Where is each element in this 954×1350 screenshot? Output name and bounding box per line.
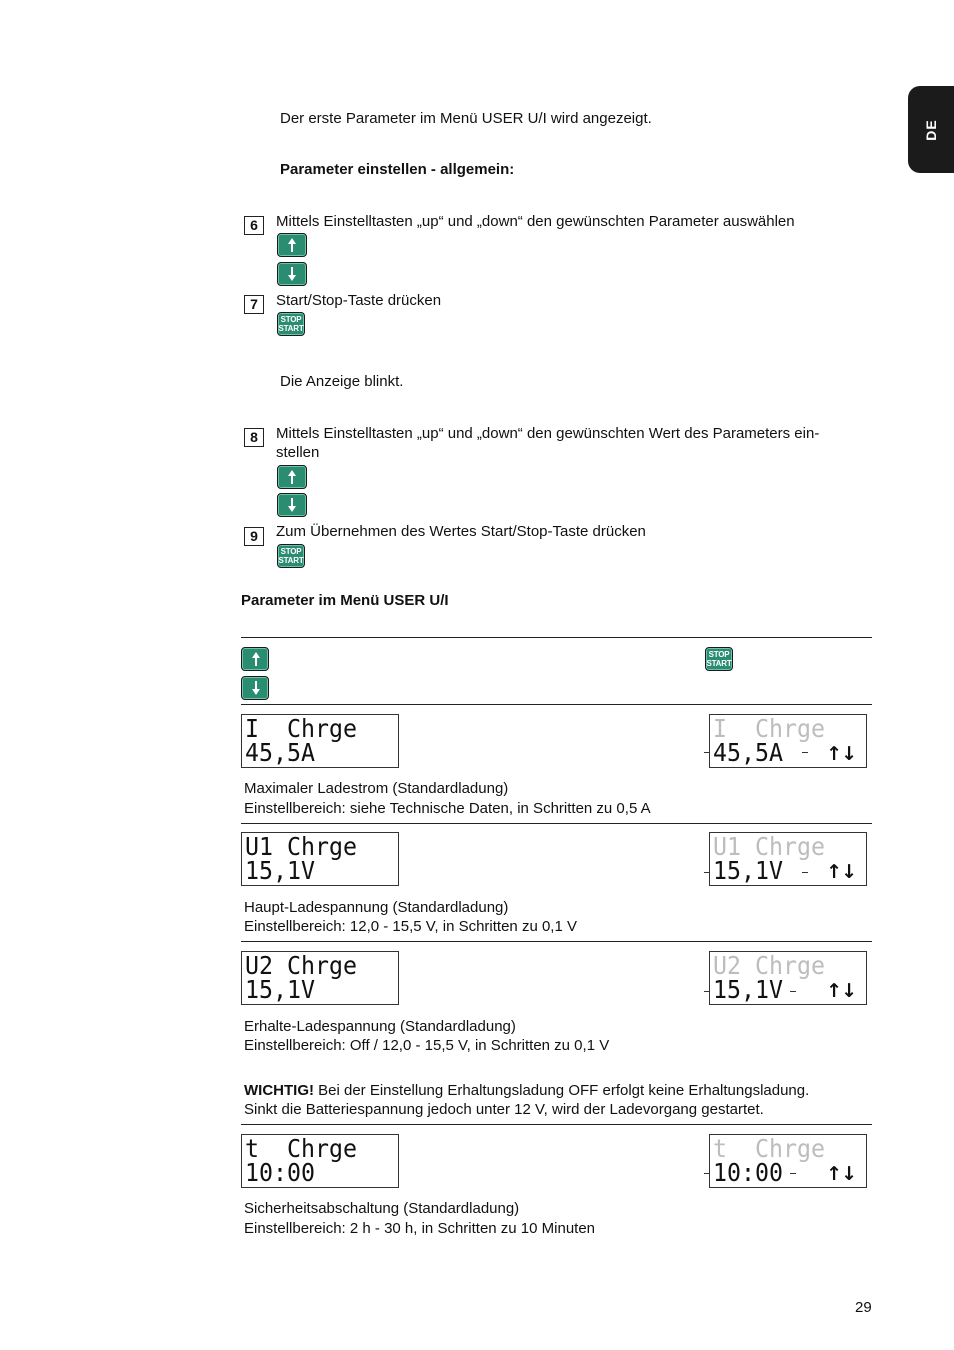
page-number: 29 xyxy=(855,1299,872,1316)
section-heading-general: Parameter einstellen - allgemein: xyxy=(280,161,515,178)
lcd-line-2: 10:00 xyxy=(245,1158,315,1187)
lcd-display-blinking xyxy=(709,951,867,1005)
divider xyxy=(241,941,872,942)
step-number-9: 9 xyxy=(244,527,264,546)
up-down-arrows-icon: ↑↓ xyxy=(826,1163,856,1185)
language-tab xyxy=(908,86,954,173)
up-key-icon xyxy=(277,233,307,257)
step-8-text-line1: Mittels Einstelltasten „up“ und „down“ den gewünschten Wert des Parameters ein- xyxy=(276,425,820,442)
lcd-line-2: 15,1V xyxy=(245,975,315,1004)
step-number-6: 6 xyxy=(244,216,264,235)
lcd-line-1: U1 Chrge xyxy=(245,832,357,861)
up-down-arrows-icon: ↑↓ xyxy=(826,980,856,1002)
param-range: Einstellbereich: 2 h - 30 h, in Schritten zu 10 Minuten xyxy=(244,1220,596,1237)
blink-tick xyxy=(802,872,808,873)
language-tab-label: DE xyxy=(923,118,939,141)
param-range: Einstellbereich: siehe Technische Daten, in Schritten zu 0,5 A xyxy=(244,800,651,817)
lcd-display xyxy=(241,1134,399,1188)
lcd-line-1: t Chrge xyxy=(245,1134,357,1163)
down-key-icon xyxy=(277,262,307,286)
step-number-7: 7 xyxy=(244,295,264,314)
lcd-line-2: 45,5A xyxy=(245,738,315,767)
lcd-line-2: 15,1V xyxy=(713,856,783,885)
lcd-line-1: I Chrge xyxy=(713,714,825,743)
blink-tick xyxy=(704,991,710,992)
blink-tick xyxy=(802,752,808,753)
param-description: Sicherheitsabschaltung (Standardladung) xyxy=(244,1200,520,1217)
divider xyxy=(241,1124,872,1125)
start-label: START xyxy=(278,556,304,565)
step-9-text: Zum Übernehmen des Wertes Start/Stop-Taste drücken xyxy=(276,523,646,540)
step-6-text: Mittels Einstelltasten „up“ und „down“ den gewünschten Parameter auswählen xyxy=(276,213,795,230)
important-note-line1 xyxy=(244,1081,809,1100)
important-label: WICHTIG! xyxy=(244,1082,314,1099)
lcd-line-1: t Chrge xyxy=(713,1134,825,1163)
blink-tick xyxy=(704,872,710,873)
stop-label: STOP xyxy=(708,650,730,659)
step-number-8: 8 xyxy=(244,428,264,447)
blink-tick xyxy=(790,991,796,992)
lcd-display xyxy=(241,832,399,886)
lcd-display-blinking xyxy=(709,832,867,886)
lcd-line-2: 15,1V xyxy=(713,975,783,1004)
lcd-display xyxy=(241,951,399,1005)
section-heading-menu: Parameter im Menü USER U/I xyxy=(241,592,449,609)
lcd-line-2: 15,1V xyxy=(245,856,315,885)
lcd-display xyxy=(241,714,399,768)
start-stop-key-icon xyxy=(705,647,733,671)
lcd-display-blinking xyxy=(709,1134,867,1188)
divider xyxy=(241,823,872,824)
start-label: START xyxy=(706,659,732,668)
param-description: Haupt-Ladespannung (Standardladung) xyxy=(244,899,509,916)
divider xyxy=(241,637,872,638)
stop-label: STOP xyxy=(280,315,302,324)
lcd-line-1: U2 Chrge xyxy=(245,951,357,980)
intro-text: Der erste Parameter im Menü USER U/I wird angezeigt. xyxy=(280,110,652,127)
lcd-line-1: U1 Chrge xyxy=(713,832,825,861)
blink-note: Die Anzeige blinkt. xyxy=(280,373,404,390)
up-down-arrows-icon: ↑↓ xyxy=(826,743,856,765)
down-key-icon xyxy=(241,676,269,700)
blink-tick xyxy=(704,1173,710,1174)
param-description: Maximaler Ladestrom (Standardladung) xyxy=(244,780,509,797)
step-7-text: Start/Stop-Taste drücken xyxy=(276,292,442,309)
start-stop-key-icon xyxy=(277,312,305,336)
lcd-line-1: I Chrge xyxy=(245,714,357,743)
up-down-arrows-icon: ↑↓ xyxy=(826,861,856,883)
param-range: Einstellbereich: 12,0 - 15,5 V, in Schritten zu 0,1 V xyxy=(244,918,577,935)
lcd-line-2: 45,5A xyxy=(713,738,783,767)
up-key-icon xyxy=(241,647,269,671)
start-label: START xyxy=(278,324,304,333)
lcd-display-blinking xyxy=(709,714,867,768)
blink-tick xyxy=(790,1173,796,1174)
lcd-line-1: U2 Chrge xyxy=(713,951,825,980)
step-8-text-line2: stellen xyxy=(276,444,320,461)
lcd-line-2: 10:00 xyxy=(713,1158,783,1187)
down-key-icon xyxy=(277,493,307,517)
start-stop-key-icon xyxy=(277,544,305,568)
blink-tick xyxy=(704,752,710,753)
important-note-line2: Sinkt die Batteriespannung jedoch unter 12 V, wird der Ladevorgang gestartet. xyxy=(244,1101,764,1118)
up-key-icon xyxy=(277,465,307,489)
param-description: Erhalte-Ladespannung (Standardladung) xyxy=(244,1018,516,1035)
important-text: Bei der Einstellung Erhaltungsladung OFF erfolgt keine Erhaltungsladung. xyxy=(313,1082,810,1099)
stop-label: STOP xyxy=(280,547,302,556)
param-range: Einstellbereich: Off / 12,0 - 15,5 V, in Schritten zu 0,1 V xyxy=(244,1037,610,1054)
divider xyxy=(241,704,872,705)
